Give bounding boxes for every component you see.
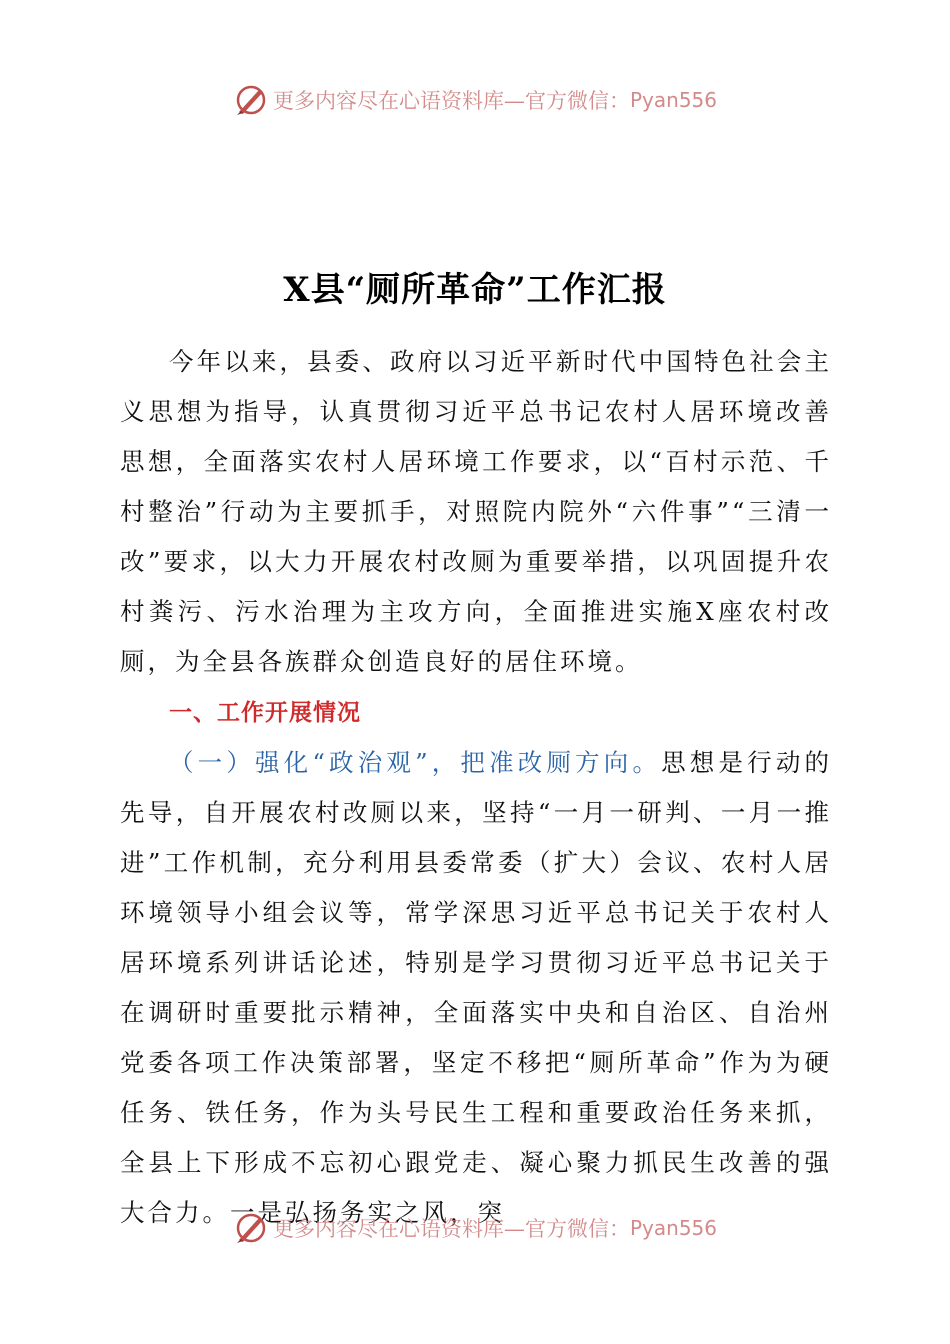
subsection-1-heading: （一）强化“政治观”，把准改厕方向。 bbox=[169, 748, 662, 777]
watermark-wechat-id: Pyan556 bbox=[629, 1216, 717, 1240]
subsection-1-body: 思想是行动的先导，自开展农村改厕以来，坚持“一月一研判、一月一推进”工作机制，充分利用县委常委（扩大）会议、农村人居环境领导小组会议等，常学深思习近平总书记关于农村人居环境系列讲话论述，特别是学习贯彻习近平总书记关于在调研时重要批示精神，全面落实中央和自治区、自治州党委各项工作决策部署，坚定不移把“厕所革命”作为为硬任务、铁任务，作为头号民生工程和重要政治任务来抓，全县上下形成不忘初心跟党走、凝心聚力抓民生改善的强大合力。一是弘扬务实之风，突 bbox=[120, 748, 832, 1227]
section-heading bbox=[120, 687, 832, 738]
watermark-text: 更多内容尽在心语资料库—官方微信： bbox=[272, 1217, 630, 1241]
document-body bbox=[120, 337, 832, 1238]
watermark-wechat-id: Pyan556 bbox=[629, 88, 717, 112]
section-1-heading: 一、工作开展情况 bbox=[169, 700, 361, 726]
pen-logo-icon bbox=[233, 82, 269, 118]
watermark-text: 更多内容尽在心语资料库—官方微信： bbox=[272, 89, 630, 113]
document-title: X县“厕所革命”工作汇报 bbox=[283, 270, 667, 310]
footer-watermark bbox=[0, 1210, 950, 1246]
header-watermark bbox=[0, 82, 950, 118]
intro-paragraph: 今年以来，县委、政府以习近平新时代中国特色社会主义思想为指导，认真贯彻习近平总书记农村人居环境改善思想，全面落实农村人居环境工作要求，以“百村示范、千村整治”行动为主要抓手，对照院内院外“六件事”“三清一改”要求，以大力开展农村改厕为重要举措，以巩固提升农村粪污、污水治理为主攻方向，全面推进实施X座农村改厕，为全县各族群众创造良好的居住环境。 bbox=[120, 347, 832, 676]
pen-logo-icon bbox=[233, 1210, 269, 1246]
section-1-paragraph bbox=[120, 738, 832, 1238]
